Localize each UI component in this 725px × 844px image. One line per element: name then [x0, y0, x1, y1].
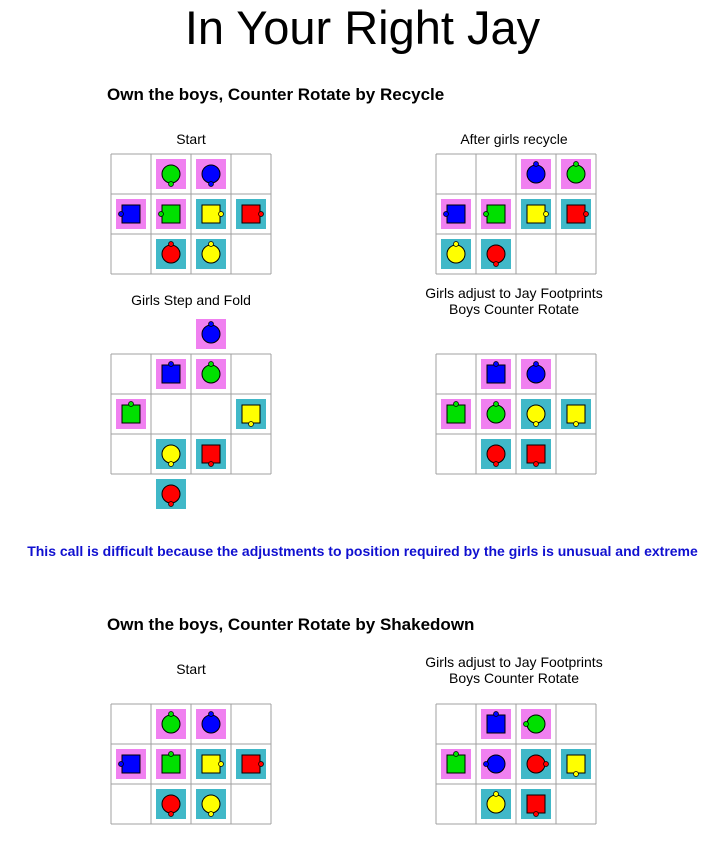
- square-dancer-icon: [202, 445, 220, 463]
- square-dancer-icon: [162, 205, 180, 223]
- circle-dancer-icon: [162, 245, 180, 263]
- facing-nose-icon: [534, 362, 539, 367]
- facing-nose-icon: [484, 762, 489, 767]
- dancer-red-square: [521, 789, 551, 819]
- dancer-green-circle: [156, 709, 186, 739]
- facing-nose-icon: [129, 402, 134, 407]
- dancer-yellow-square: [521, 199, 551, 229]
- dancer-yellow-square: [561, 749, 591, 779]
- facing-nose-icon: [209, 712, 214, 717]
- formation-diagram-shakedown-start: [110, 703, 272, 825]
- facing-nose-icon: [169, 502, 174, 507]
- square-dancer-icon: [242, 405, 260, 423]
- circle-dancer-icon: [487, 445, 505, 463]
- dancer-blue-circle: [521, 359, 551, 389]
- circle-dancer-icon: [202, 325, 220, 343]
- facing-nose-icon: [544, 762, 549, 767]
- dancer-red-circle: [481, 239, 511, 269]
- square-dancer-icon: [202, 755, 220, 773]
- dancer-blue-circle: [521, 159, 551, 189]
- dancer-green-square: [441, 399, 471, 429]
- circle-dancer-icon: [487, 245, 505, 263]
- facing-nose-icon: [259, 212, 264, 217]
- facing-nose-icon: [534, 422, 539, 427]
- dancer-blue-circle: [481, 749, 511, 779]
- facing-nose-icon: [119, 762, 124, 767]
- facing-nose-icon: [484, 212, 489, 217]
- dancer-blue-square: [156, 359, 186, 389]
- facing-nose-icon: [249, 422, 254, 427]
- difficulty-note: This call is difficult because the adjustments to position required by the girls is unusual and extreme: [27, 543, 698, 559]
- circle-dancer-icon: [527, 405, 545, 423]
- dancer-blue-circle: [196, 319, 226, 349]
- formation-diagram-after-recycle: [435, 153, 597, 275]
- facing-nose-icon: [574, 772, 579, 777]
- square-dancer-icon: [447, 755, 465, 773]
- dancer-green-circle: [521, 709, 551, 739]
- square-dancer-icon: [527, 795, 545, 813]
- facing-nose-icon: [209, 242, 214, 247]
- square-dancer-icon: [242, 755, 260, 773]
- circle-dancer-icon: [527, 715, 545, 733]
- square-dancer-icon: [242, 205, 260, 223]
- facing-nose-icon: [454, 242, 459, 247]
- dancer-green-circle: [481, 399, 511, 429]
- facing-nose-icon: [494, 792, 499, 797]
- dancer-blue-square: [481, 709, 511, 739]
- diagram-caption: Girls adjust to Jay Footprints: [425, 285, 603, 301]
- circle-dancer-icon: [567, 165, 585, 183]
- facing-nose-icon: [494, 262, 499, 267]
- facing-nose-icon: [209, 182, 214, 187]
- circle-dancer-icon: [162, 485, 180, 503]
- circle-dancer-icon: [527, 165, 545, 183]
- facing-nose-icon: [219, 212, 224, 217]
- dancer-blue-square: [441, 199, 471, 229]
- dancer-yellow-circle: [156, 439, 186, 469]
- formation-diagram-shakedown-end: [435, 703, 597, 825]
- formation-diagram-jay-footprints: [435, 353, 597, 475]
- facing-nose-icon: [444, 212, 449, 217]
- facing-nose-icon: [534, 162, 539, 167]
- formation-diagram-step-and-fold: [110, 353, 272, 475]
- facing-nose-icon: [219, 762, 224, 767]
- facing-nose-icon: [454, 402, 459, 407]
- section-heading-shakedown: Own the boys, Counter Rotate by Shakedown: [107, 615, 475, 634]
- circle-dancer-icon: [202, 165, 220, 183]
- dancer-red-square: [236, 749, 266, 779]
- facing-nose-icon: [259, 762, 264, 767]
- dancer-green-square: [156, 749, 186, 779]
- dancer-blue-square: [481, 359, 511, 389]
- diagram-caption: Boys Counter Rotate: [449, 301, 579, 317]
- square-dancer-icon: [122, 205, 140, 223]
- square-dancer-icon: [527, 445, 545, 463]
- dancer-green-square: [481, 199, 511, 229]
- dancer-yellow-circle: [441, 239, 471, 269]
- square-dancer-icon: [567, 205, 585, 223]
- facing-nose-icon: [524, 722, 529, 727]
- diagram-caption: Boys Counter Rotate: [449, 670, 579, 686]
- facing-nose-icon: [494, 712, 499, 717]
- diagram-caption: After girls recycle: [460, 131, 568, 147]
- dancer-red-circle: [521, 749, 551, 779]
- facing-nose-icon: [119, 212, 124, 217]
- facing-nose-icon: [169, 812, 174, 817]
- square-dancer-icon: [487, 715, 505, 733]
- dancer-green-square: [116, 399, 146, 429]
- dancer-yellow-circle: [196, 239, 226, 269]
- facing-nose-icon: [574, 422, 579, 427]
- square-dancer-icon: [447, 405, 465, 423]
- dancer-red-square: [236, 199, 266, 229]
- dancer-green-circle: [196, 359, 226, 389]
- circle-dancer-icon: [487, 405, 505, 423]
- dancer-blue-square: [116, 749, 146, 779]
- square-dancer-icon: [447, 205, 465, 223]
- circle-dancer-icon: [527, 755, 545, 773]
- dancer-yellow-square: [561, 399, 591, 429]
- square-dancer-icon: [487, 365, 505, 383]
- circle-dancer-icon: [487, 755, 505, 773]
- section-heading-recycle: Own the boys, Counter Rotate by Recycle: [107, 85, 445, 104]
- dancer-yellow-circle: [481, 789, 511, 819]
- dancer-green-square: [441, 749, 471, 779]
- facing-nose-icon: [169, 462, 174, 467]
- square-dancer-icon: [567, 405, 585, 423]
- facing-nose-icon: [169, 362, 174, 367]
- dancer-red-square: [196, 439, 226, 469]
- dancer-red-circle: [156, 239, 186, 269]
- facing-nose-icon: [534, 462, 539, 467]
- facing-nose-icon: [209, 812, 214, 817]
- square-dancer-icon: [162, 365, 180, 383]
- square-dancer-icon: [527, 205, 545, 223]
- dancer-yellow-square: [196, 199, 226, 229]
- dancer-yellow-square: [196, 749, 226, 779]
- square-dancer-icon: [162, 755, 180, 773]
- circle-dancer-icon: [202, 795, 220, 813]
- circle-dancer-icon: [202, 245, 220, 263]
- square-dancer-icon: [122, 405, 140, 423]
- dancer-yellow-square: [236, 399, 266, 429]
- facing-nose-icon: [494, 362, 499, 367]
- facing-nose-icon: [209, 462, 214, 467]
- formation-diagram-recycle-start: [110, 153, 272, 275]
- dancer-red-square: [521, 439, 551, 469]
- dancer-red-circle: [156, 789, 186, 819]
- facing-nose-icon: [534, 812, 539, 817]
- dancer-red-square: [561, 199, 591, 229]
- dancer-blue-square: [116, 199, 146, 229]
- diagram-caption: Start: [176, 131, 206, 147]
- facing-nose-icon: [159, 212, 164, 217]
- dancer-yellow-circle: [521, 399, 551, 429]
- facing-nose-icon: [494, 402, 499, 407]
- diagram-caption: Girls adjust to Jay Footprints: [425, 654, 603, 670]
- facing-nose-icon: [209, 362, 214, 367]
- diagram-caption: Start: [176, 661, 206, 677]
- square-dancer-icon: [202, 205, 220, 223]
- facing-nose-icon: [169, 712, 174, 717]
- dancer-red-circle: [481, 439, 511, 469]
- page-title: In Your Right Jay: [184, 1, 541, 54]
- square-dancer-icon: [487, 205, 505, 223]
- circle-dancer-icon: [487, 795, 505, 813]
- dancer-blue-circle: [196, 159, 226, 189]
- dancer-red-circle: [156, 479, 186, 509]
- dancer-yellow-circle: [196, 789, 226, 819]
- facing-nose-icon: [169, 242, 174, 247]
- circle-dancer-icon: [162, 795, 180, 813]
- circle-dancer-icon: [162, 165, 180, 183]
- circle-dancer-icon: [202, 715, 220, 733]
- facing-nose-icon: [454, 752, 459, 757]
- facing-nose-icon: [169, 182, 174, 187]
- diagram-caption: Girls Step and Fold: [131, 292, 251, 308]
- circle-dancer-icon: [447, 245, 465, 263]
- circle-dancer-icon: [202, 365, 220, 383]
- dancer-green-circle: [156, 159, 186, 189]
- circle-dancer-icon: [162, 715, 180, 733]
- square-dancer-icon: [122, 755, 140, 773]
- facing-nose-icon: [584, 212, 589, 217]
- square-dancer-icon: [567, 755, 585, 773]
- dancer-green-square: [156, 199, 186, 229]
- circle-dancer-icon: [527, 365, 545, 383]
- facing-nose-icon: [209, 322, 214, 327]
- circle-dancer-icon: [162, 445, 180, 463]
- dancer-blue-circle: [196, 709, 226, 739]
- dancer-green-circle: [561, 159, 591, 189]
- facing-nose-icon: [574, 162, 579, 167]
- facing-nose-icon: [544, 212, 549, 217]
- facing-nose-icon: [494, 462, 499, 467]
- facing-nose-icon: [169, 752, 174, 757]
